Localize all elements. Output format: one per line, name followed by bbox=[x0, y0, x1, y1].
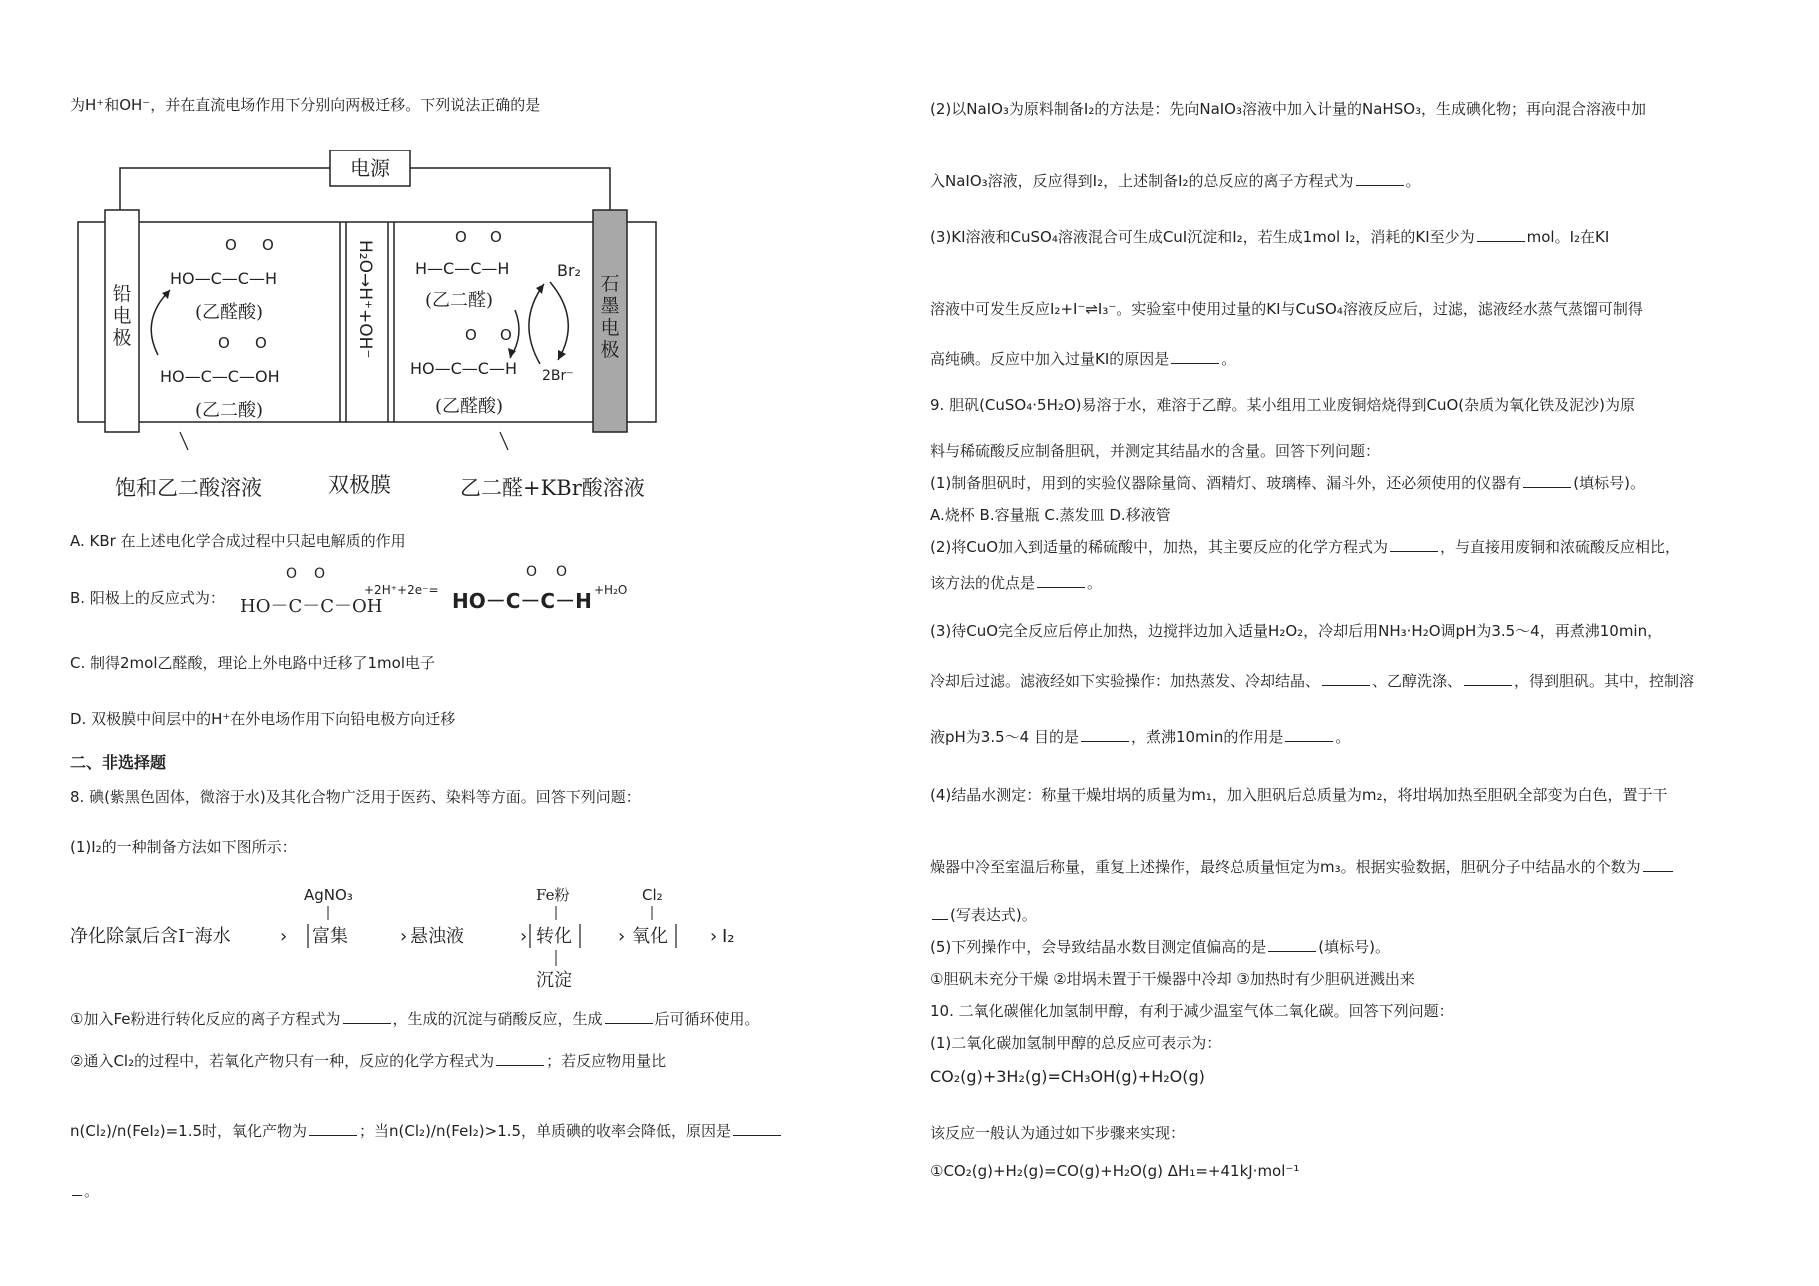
answer-blank[interactable] bbox=[309, 1121, 357, 1136]
r-line-22: CO₂(g)+3H₂(g)=CH₃OH(g)+H₂O(g) bbox=[930, 1067, 1205, 1086]
r-line-13 bbox=[930, 670, 1694, 692]
glyoxal-formula: H—C—C—H bbox=[415, 259, 510, 278]
r-5b: 。 bbox=[1221, 350, 1237, 368]
glyoxylic-acid-formula-left: HO—C—C—H bbox=[170, 269, 277, 288]
glyoxylic-acid-name-right: (乙醛酸) bbox=[435, 396, 504, 417]
answer-blank[interactable] bbox=[1477, 227, 1525, 242]
r-line-16 bbox=[930, 856, 1675, 878]
graphite-label-3: 电 bbox=[600, 317, 620, 339]
q8-d: 。 bbox=[84, 1182, 100, 1200]
answer-blank[interactable] bbox=[1081, 727, 1129, 742]
o-label-1: O bbox=[225, 236, 237, 254]
r-line-19: ①胆矾未充分干燥 ②坩埚未置于干燥器中冷却 ③加热时有少胆矾迸溅出来 bbox=[930, 970, 1415, 988]
q8-c-part2: ；当n(Cl₂)/n(FeI₂)>1.5，单质碘的收率会降低，原因是 bbox=[359, 1122, 732, 1140]
answer-blank[interactable] bbox=[1322, 671, 1370, 686]
o-label-b1: O bbox=[286, 566, 298, 582]
power-label: 电源 bbox=[350, 156, 390, 180]
lead-electrode-label-1: 铅 bbox=[112, 283, 132, 305]
bromine-cycle-arrow-up-head bbox=[536, 284, 544, 294]
r-line-8 bbox=[930, 472, 1645, 494]
r-2a: 入NaIO₃溶液，反应得到I₂，上述制备I₂的总反应的离子方程式为 bbox=[930, 172, 1354, 190]
o-label-5: O bbox=[455, 228, 467, 246]
r-3b: mol。I₂在KI bbox=[1526, 228, 1610, 246]
r-14b: ，煮沸10min的作用是 bbox=[1130, 728, 1284, 746]
option-d: D. 双极膜中间层中的H⁺在外电场作用下向铅电极方向迁移 bbox=[70, 710, 456, 728]
q8-a-part2: ，生成的沉淀与硝酸反应，生成 bbox=[392, 1010, 603, 1028]
left-column bbox=[70, 0, 910, 1286]
label-bipolar-membrane: 双极膜 bbox=[328, 473, 391, 497]
section-heading: 二、非选择题 bbox=[70, 753, 167, 772]
answer-blank[interactable] bbox=[1356, 171, 1404, 186]
option-c: C. 制得2mol乙醛酸，理论上外电路中迁移了1mol电子 bbox=[70, 654, 436, 672]
o-label-4: O bbox=[255, 334, 267, 352]
leader-left bbox=[180, 432, 188, 450]
r-11a: 该方法的优点是 bbox=[930, 574, 1036, 592]
answer-blank[interactable] bbox=[605, 1009, 653, 1024]
r-10b: ，与直接用废铜和浓硫酸反应相比， bbox=[1440, 538, 1681, 556]
q8-line-c bbox=[70, 1120, 783, 1142]
r-13b: 、乙醇洗涤、 bbox=[1372, 672, 1463, 690]
right-column bbox=[930, 0, 1770, 1286]
flow-start: 净化除氯后含I⁻海水 bbox=[70, 926, 231, 947]
r-17: (写表达式)。 bbox=[950, 906, 1037, 924]
flow-arrow-1: › bbox=[280, 926, 288, 947]
o-label-6: O bbox=[490, 228, 502, 246]
glyoxylic-acid-formula-right: HO—C—C—H bbox=[410, 359, 517, 378]
flow-precipitate: 沉淀 bbox=[536, 970, 572, 991]
answer-blank[interactable] bbox=[1643, 857, 1673, 872]
r-line-18 bbox=[930, 936, 1390, 958]
r-line-5 bbox=[930, 348, 1236, 370]
r-14a: 液pH为3.5～4 目的是 bbox=[930, 728, 1079, 746]
oxalic-acid-formula: HO—C—C—OH bbox=[160, 367, 280, 386]
question-8-part-1: (1)I₂的一种制备方法如下图所示： bbox=[70, 838, 297, 856]
lead-electrode-label-3: 极 bbox=[112, 327, 132, 349]
r-line-7: 料与稀硫酸反应制备胆矾，并测定其结晶水的含量。回答下列问题： bbox=[930, 442, 1381, 460]
r-16a: 燥器中冷至室温后称量，重复上述操作，最终总质量恒定为m₃。根据实验数据，胆矾分子中结晶水的个数为 bbox=[930, 858, 1641, 876]
question-9: 9. 胆矾(CuSO₄·5H₂O)易溶于水，难溶于乙醇。某小组用工业废铜焙烧得到CuO(杂质为氧化铁及泥沙)为原 bbox=[930, 396, 1636, 414]
r-line-11 bbox=[930, 572, 1102, 594]
r-13a: 冷却后过滤。滤液经如下实验操作：加热蒸发、冷却结晶、 bbox=[930, 672, 1321, 690]
o-label-7: O bbox=[465, 326, 477, 344]
r-18a: (5)下列操作中，会导致结晶水数目测定值偏高的是 bbox=[930, 938, 1267, 956]
answer-blank[interactable] bbox=[1037, 573, 1085, 588]
o-label-8: O bbox=[500, 326, 512, 344]
r-line-15: (4)结晶水测定：称量干燥坩埚的质量为m₁，加入胆矾后总质量为m₂，将坩埚加热至胆矾全部变为白色，置于干 bbox=[930, 786, 1668, 804]
flow-agno3: AgNO₃ bbox=[304, 886, 353, 904]
option-b-prefix: B. 阳极上的反应式为： bbox=[70, 589, 225, 607]
label-saturated-oxalic: 饱和乙二酸溶液 bbox=[115, 476, 262, 500]
r-5a: 高纯碘。反应中加入过量KI的原因是 bbox=[930, 350, 1170, 368]
o-label-b4: O bbox=[556, 564, 568, 580]
bromine-cycle-arrow-down bbox=[550, 282, 568, 360]
q8-line-d bbox=[70, 1180, 99, 1202]
bromide-label: 2Br⁻ bbox=[542, 368, 574, 384]
r-14c: 。 bbox=[1335, 728, 1351, 746]
conversion-arrow-left bbox=[151, 290, 170, 355]
q8-b-part2: ；若反应物用量比 bbox=[546, 1052, 667, 1070]
option-a: A. KBr 在上述电化学合成过程中只起电解质的作用 bbox=[70, 532, 406, 550]
option-b-right-formula: HO－C－C－H bbox=[452, 589, 592, 613]
r-8a: (1)制备胆矾时，用到的实验仪器除量筒、酒精灯、玻璃棒、漏斗外，还必须使用的仪器有 bbox=[930, 474, 1522, 492]
membrane-reaction: H₂O→H⁺+OH⁻ bbox=[355, 240, 375, 359]
question-10: 10. 二氧化碳催化加氢制甲醇，有利于减少温室气体二氧化碳。回答下列问题： bbox=[930, 1002, 1454, 1020]
answer-blank[interactable] bbox=[1171, 349, 1219, 364]
flow-arrow-5: › bbox=[710, 926, 718, 947]
label-glyoxal-kbr: 乙二醛+KBr酸溶液 bbox=[460, 476, 645, 500]
r-2b: 。 bbox=[1405, 172, 1421, 190]
r-11b: 。 bbox=[1087, 574, 1103, 592]
r-line-10 bbox=[930, 536, 1680, 558]
flow-oxidation: 氧化 bbox=[632, 926, 668, 947]
answer-blank[interactable] bbox=[1268, 937, 1316, 952]
o-label-b2: O bbox=[314, 566, 326, 582]
r-line-2 bbox=[930, 170, 1421, 192]
answer-blank[interactable] bbox=[932, 905, 948, 920]
flow-fe: Fe粉 bbox=[536, 886, 570, 904]
r-13c: ，得到胆矾。其中，控制溶 bbox=[1514, 672, 1695, 690]
q8-b-part1: ②通入Cl₂的过程中，若氧化产物只有一种，反应的化学方程式为 bbox=[70, 1052, 495, 1070]
r-18b: (填标号)。 bbox=[1318, 938, 1390, 956]
option-b-middle: +2H⁺+2e⁻= bbox=[364, 583, 439, 597]
r-10a: (2)将CuO加入到适量的稀硫酸中，加热，其主要反应的化学方程式为 bbox=[930, 538, 1389, 556]
r-3a: (3)KI溶液和CuSO₄溶液混合可生成CuI沉淀和I₂，若生成1mol I₂，消耗的KI至少为 bbox=[930, 228, 1475, 246]
electrolysis-diagram bbox=[70, 150, 670, 510]
o-label-3: O bbox=[218, 334, 230, 352]
r-line-21: (1)二氧化碳加氢制甲醇的总反应可表示为： bbox=[930, 1034, 1222, 1052]
o-label-2: O bbox=[262, 236, 274, 254]
r-line-1: (2)以NaIO₃为原料制备I₂的方法是：先向NaIO₃溶液中加入计量的NaHSO₃，生成碘化物；再向混合溶液中加 bbox=[930, 100, 1647, 118]
graphite-label-2: 墨 bbox=[600, 295, 620, 317]
lead-electrode-label-2: 电 bbox=[112, 305, 132, 327]
q8-line-b bbox=[70, 1050, 666, 1072]
q8-a-part3: 后可循环使用。 bbox=[654, 1010, 760, 1028]
r-line-14 bbox=[930, 726, 1350, 748]
r-line-12: (3)待CuO完全反应后停止加热，边搅拌边加入适量H₂O₂，冷却后用NH₃·H₂O调pH为3.5～4，再煮沸10min， bbox=[930, 622, 1663, 640]
flow-conversion: 转化 bbox=[536, 926, 572, 947]
r-line-17 bbox=[930, 904, 1037, 926]
answer-blank[interactable] bbox=[1523, 473, 1571, 488]
graphite-label-1: 石 bbox=[600, 273, 620, 295]
flow-arrow-3: › bbox=[520, 926, 528, 947]
r-line-4: 溶液中可发生反应I₂+I⁻⇌I₃⁻。实验室中使用过量的KI与CuSO₄溶液反应后，过滤，滤液经水蒸气蒸馏可制得 bbox=[930, 300, 1643, 318]
bromine-cycle-arrow-up bbox=[529, 284, 544, 364]
flow-fuji: 富集 bbox=[312, 926, 348, 947]
bromine-label: Br₂ bbox=[557, 261, 581, 280]
oxalic-acid-name: (乙二酸) bbox=[195, 400, 264, 421]
answer-blank[interactable] bbox=[72, 1181, 82, 1196]
r-line-3 bbox=[930, 226, 1609, 248]
graphite-label-4: 极 bbox=[600, 339, 620, 361]
wire-right bbox=[410, 168, 610, 210]
answer-blank[interactable] bbox=[733, 1121, 781, 1136]
r-line-24: ①CO₂(g)+H₂(g)=CO(g)+H₂O(g) ΔH₁=+41kJ·mol⁻¹ bbox=[930, 1162, 1300, 1180]
r-line-9: A.烧杯 B.容量瓶 C.蒸发皿 D.移液管 bbox=[930, 506, 1171, 524]
flow-cl2: Cl₂ bbox=[642, 886, 663, 904]
option-b-equation bbox=[238, 562, 658, 622]
option-b-suffix: +H₂O bbox=[594, 583, 628, 597]
flow-arrow-4: › bbox=[618, 926, 626, 947]
r-8b: (填标号)。 bbox=[1573, 474, 1645, 492]
iodine-flow-diagram bbox=[70, 882, 750, 1002]
glyoxylic-acid-name-left: (乙醛酸) bbox=[195, 302, 264, 323]
answer-blank[interactable] bbox=[1390, 537, 1438, 552]
wire-left bbox=[120, 168, 330, 210]
r-line-23: 该反应一般认为通过如下步骤来实现： bbox=[930, 1124, 1186, 1142]
q8-c-part1: n(Cl₂)/n(FeI₂)=1.5时，氧化产物为 bbox=[70, 1122, 308, 1140]
answer-blank[interactable] bbox=[1285, 727, 1333, 742]
flow-arrow-2: › bbox=[400, 926, 408, 947]
option-b-left-formula: HO－C－C－OH bbox=[240, 596, 383, 617]
answer-blank[interactable] bbox=[496, 1051, 544, 1066]
glyoxal-name: (乙二醛) bbox=[425, 290, 494, 311]
flow-suspension: 悬浊液 bbox=[410, 926, 464, 947]
leader-right bbox=[500, 432, 508, 450]
question-8: 8. 碘(紫黑色固体，微溶于水)及其化合物广泛用于医药、染料等方面。回答下列问题： bbox=[70, 788, 641, 806]
intro-line: 为H⁺和OH⁻，并在直流电场作用下分别向两极迁移。下列说法正确的是 bbox=[70, 96, 541, 114]
flow-end: I₂ bbox=[722, 926, 735, 947]
q8-line-a bbox=[70, 1008, 760, 1030]
o-label-b3: O bbox=[526, 564, 538, 580]
q8-a-part1: ①加入Fe粉进行转化反应的离子方程式为 bbox=[70, 1010, 341, 1028]
answer-blank[interactable] bbox=[343, 1009, 391, 1024]
answer-blank[interactable] bbox=[1464, 671, 1512, 686]
